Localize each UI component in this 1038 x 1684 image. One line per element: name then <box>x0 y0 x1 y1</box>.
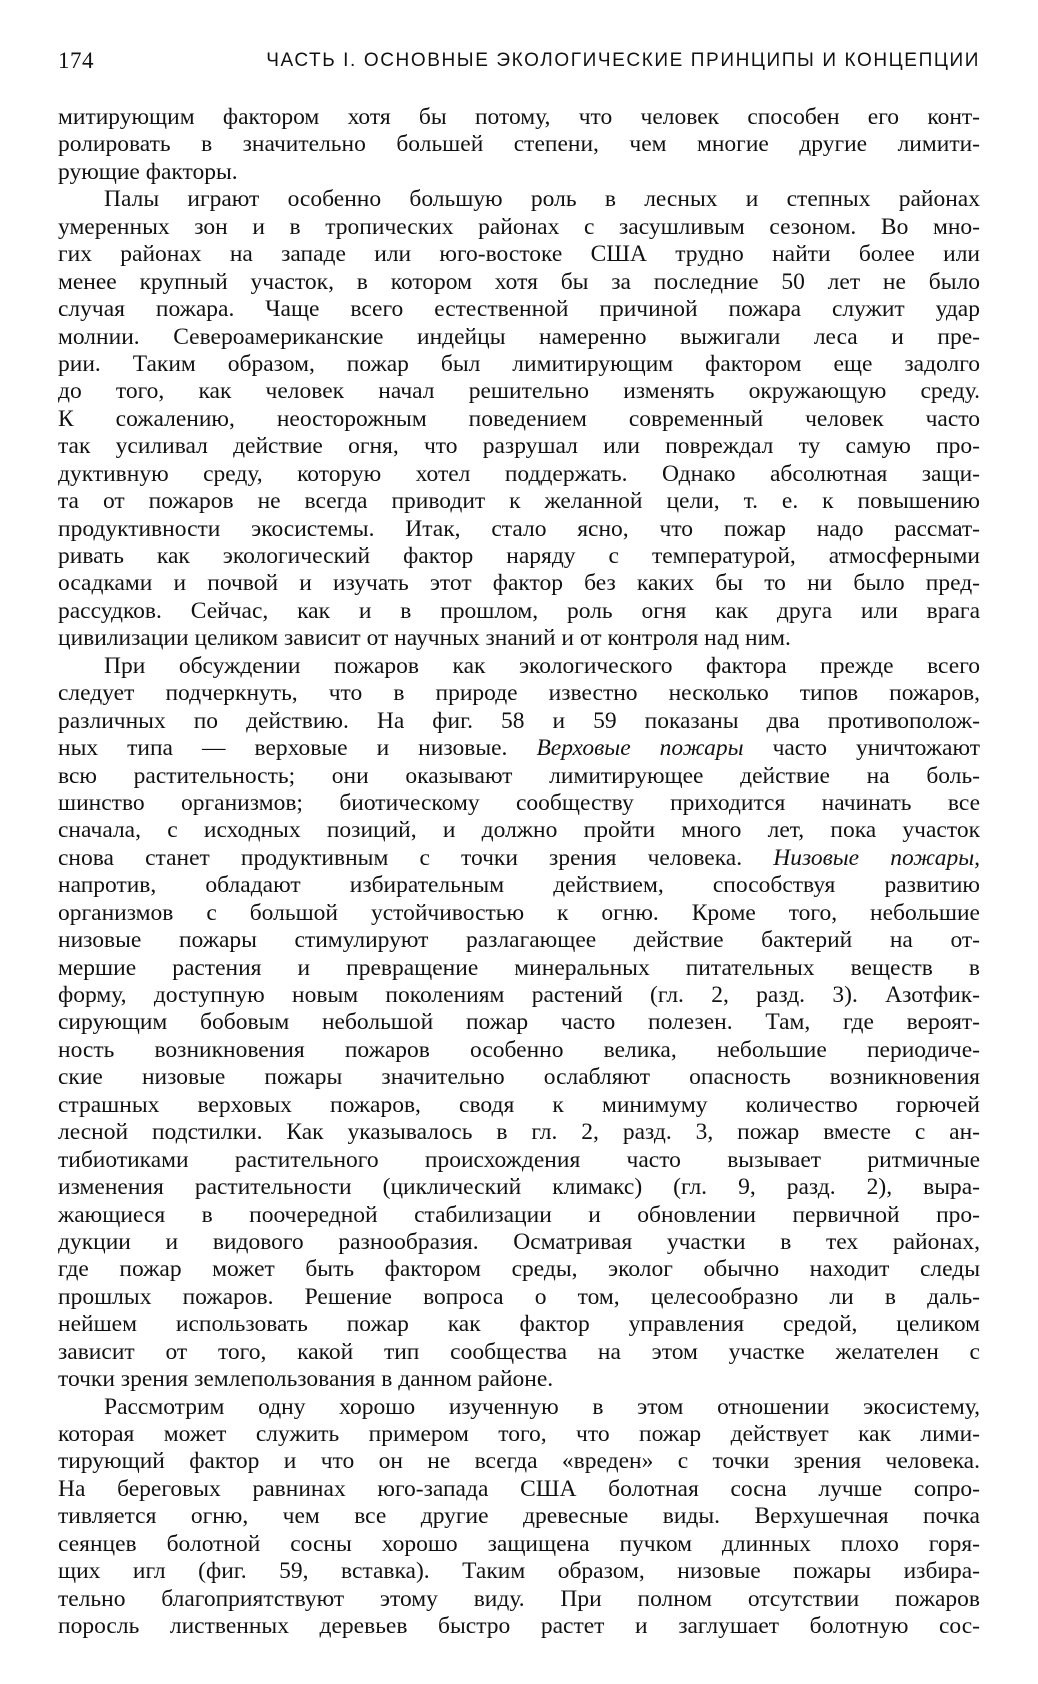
text-line: случая пожара. Чаще всего естественной причиной пожара служит удар <box>58 296 980 323</box>
page-number: 174 <box>58 48 94 73</box>
text-line: Палы играют особенно большую роль в лесных и степных районах <box>104 186 980 213</box>
text-line: дукции и видового разнообразия. Осматривая участки в тех районах, <box>58 1228 980 1255</box>
text-line <box>58 845 980 872</box>
text-line: тельно благоприятствуют этому виду. При полном отсутствии пожаров <box>58 1585 980 1612</box>
italic-term: Верховые пожары <box>536 735 744 762</box>
text-line: тивляется огню, чем все другие древесные виды. Верхушечная почка <box>58 1503 980 1530</box>
italic-term: Низовые пожары, <box>773 844 980 871</box>
text-line: продуктивности экосистемы. Итак, стало ясно, что пожар надо рассмат- <box>58 515 980 542</box>
page-header <box>58 48 980 84</box>
text-line: страшных верховых пожаров, сводя к минимуму количество горючей <box>58 1091 980 1118</box>
text-line: нейшем использовать пожар как фактор управления средой, целиком <box>58 1311 980 1338</box>
text-line: прошлых пожаров. Решение вопроса о том, целесообразно ли в даль- <box>58 1283 980 1310</box>
text-fragment: ных типа — верховые и низовые. <box>58 735 537 762</box>
text-line: рующие факторы. <box>58 158 238 185</box>
body-text <box>58 104 980 1641</box>
text-line: напротив, обладают избирательным действием, способствуя развитию <box>58 872 980 899</box>
text-line: ность возникновения пожаров особенно велика, небольшие периодиче- <box>58 1036 980 1063</box>
text-line: та от пожаров не всегда приводит к желанной цели, т. е. к повышению <box>58 488 980 515</box>
text-line: мершие растения и превращение минеральных питательных веществ в <box>58 954 980 981</box>
text-line: К сожалению, неосторожным поведением современный человек часто <box>58 405 980 432</box>
text-line: различных по действию. На фиг. 58 и 59 показаны два противополож- <box>58 707 980 734</box>
text-line: организмов с большой устойчивостью к огню. Кроме того, небольшие <box>58 899 980 926</box>
text-line: сеянцев болотной сосны хорошо защищена пучком длинных плохо горя- <box>58 1530 980 1557</box>
text-line: ривать как экологический фактор наряду с температурой, атмосферными <box>58 543 980 569</box>
text-line: рассудков. Сейчас, как и в прошлом, роль огня как друга или врага <box>58 597 980 624</box>
text-line: рии. Таким образом, пожар был лимитирующим фактором еще задолго <box>58 350 980 377</box>
text-line: поросль лиственных деревьев быстро растет и заглушает болотную сос- <box>58 1613 980 1640</box>
text-line: молнии. Североамериканские индейцы намеренно выжигали леса и пре- <box>58 323 980 350</box>
text-line: гих районах на западе или юго-востоке США трудно найти более или <box>58 241 980 268</box>
text-line: всю растительность; они оказывают лимитирующее действие на боль- <box>58 762 980 789</box>
text-line: точки зрения землепользования в данном районе. <box>58 1366 554 1393</box>
text-line: зависит от того, какой тип сообщества на этом участке желателен с <box>58 1338 980 1365</box>
running-head: ЧАСТЬ I. ОСНОВНЫЕ ЭКОЛОГИЧЕСКИЕ ПРИНЦИПЫ И КОНЦЕПЦИИ <box>266 50 980 71</box>
text-line: сирующим бобовым небольшой пожар часто полезен. Там, где вероят- <box>58 1009 980 1036</box>
text-line: На береговых равнинах юго-запада США болотная сосна лучше сопро- <box>58 1475 980 1502</box>
text-line: следует подчеркнуть, что в природе известно несколько типов пожаров, <box>58 680 980 707</box>
text-line: тибиотиками растительного происхождения часто вызывает ритмичные <box>58 1146 980 1173</box>
text-line: менее крупный участок, в котором хотя бы за последние 50 лет не было <box>58 268 980 295</box>
text-line: сначала, с исходных позиций, и должно пройти много лет, пока участок <box>58 817 980 844</box>
text-line: Рассмотрим одну хорошо изученную в этом отношении экосистему, <box>104 1393 980 1420</box>
text-line: которая может служить примером того, что пожар действует как лими- <box>58 1421 980 1447</box>
text-line: шинство организмов; биотическому сообществу приходится начинать все <box>58 789 980 816</box>
text-fragment: часто уничтожают <box>743 735 980 762</box>
text-line: изменения растительности (циклический климакс) (гл. 9, разд. 2), выра- <box>58 1174 980 1201</box>
text-line: дуктивную среду, которую хотел поддержать. Однако абсолютная защи- <box>58 460 980 487</box>
text-line: так усиливал действие огня, что разрушал или повреждал ту самую про- <box>58 433 980 460</box>
text-line: При обсуждении пожаров как экологического фактора прежде всего <box>104 652 980 679</box>
text-line: ские низовые пожары значительно ослабляют опасность возникновения <box>58 1064 980 1091</box>
text-line: форму, доступную новым поколениям растений (гл. 2, разд. 3). Азотфик- <box>58 982 980 1008</box>
text-line: жающиеся в поочередной стабилизации и обновлении первичной про- <box>58 1201 980 1228</box>
text-line: до того, как человек начал решительно изменять окружающую среду. <box>58 378 980 405</box>
text-line: где пожар может быть фактором среды, эколог обычно находит следы <box>58 1256 980 1283</box>
text-line: тирующий фактор и что он не всегда «вреден» с точки зрения человека. <box>58 1448 980 1475</box>
text-line: осадками и почвой и изучать этот фактор без каких бы то ни было пред- <box>58 570 980 597</box>
text-fragment: снова станет продуктивным с точки зрения человека. <box>58 844 774 871</box>
text-line: ролировать в значительно большей степени, чем многие другие лимити- <box>58 131 980 158</box>
text-line: митирующим фактором хотя бы потому, что человек способен его конт- <box>58 104 980 130</box>
text-line: низовые пожары стимулируют разлагающее действие бактерий на от- <box>58 927 980 954</box>
text-line: цивилизации целиком зависит от научных знаний и от контроля над ним. <box>58 625 791 652</box>
text-line: лесной подстилки. Как указывалось в гл. 2, разд. 3, пожар вместе с ан- <box>58 1119 980 1146</box>
text-line <box>58 735 980 762</box>
text-line: щих игл (фиг. 59, вставка). Таким образом, низовые пожары избира- <box>58 1558 980 1585</box>
text-line: умеренных зон и в тропических районах с засушливым сезоном. Во мно- <box>58 213 980 240</box>
